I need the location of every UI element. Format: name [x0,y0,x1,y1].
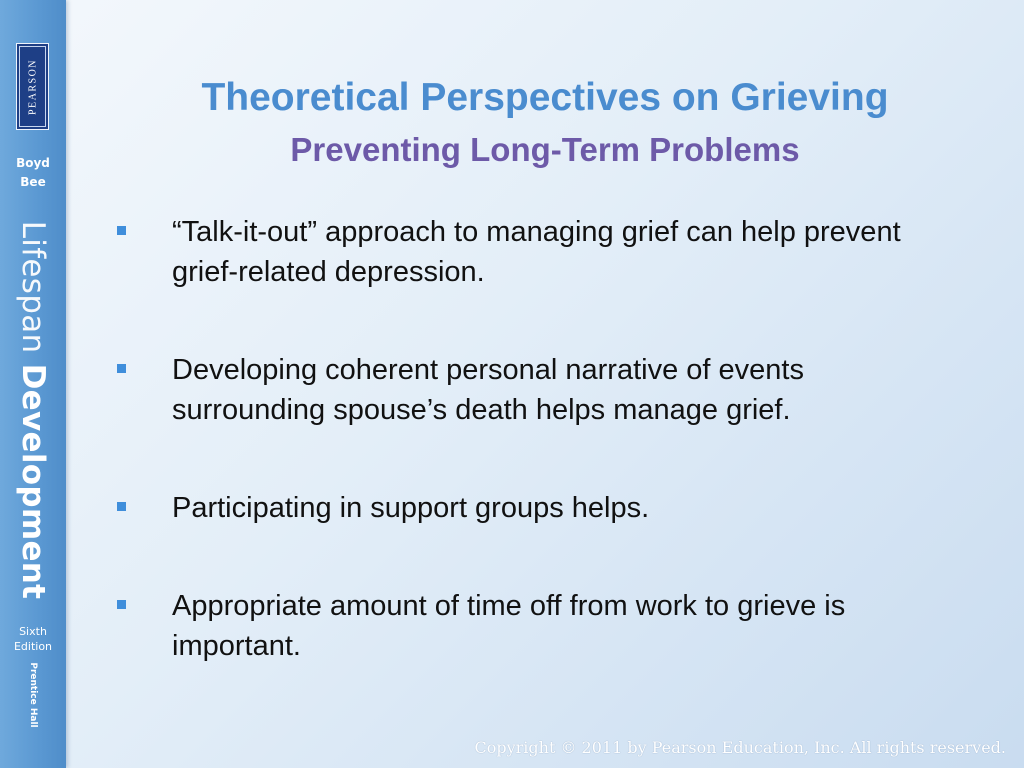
square-bullet-icon [117,226,126,235]
bullet-text: “Talk-it-out” approach to managing grief can help prevent grief-related depression. [172,216,901,288]
publisher: Prentice Hall [28,662,38,728]
square-bullet-icon [117,600,126,609]
bullet-list [110,212,940,666]
edition-line-2: Edition [13,640,53,653]
book-title [15,221,51,600]
copyright-notice: Copyright © 2011 by Pearson Education, Inc. All rights reserved. [474,738,1006,757]
pearson-logo [16,43,49,130]
author-boyd: Boyd [16,156,50,170]
bullet-text: Participating in support groups helps. [172,492,650,524]
book-title-light: Lifespan [15,220,51,354]
bullet-text: Developing coherent personal narrative of events surrounding spouse’s death helps manage grief. [172,354,804,426]
book-sidebar [0,0,66,768]
slide-title: Theoretical Perspectives on Grieving [201,76,889,119]
square-bullet-icon [117,502,126,511]
bullet-item [110,350,940,430]
edition [0,624,66,654]
bullet-text: Appropriate amount of time off from work to grieve is important. [172,590,846,662]
author-bee: Bee [20,175,46,189]
bullet-item [110,586,940,666]
book-title-bold: Development [15,363,51,600]
logo-text: PEARSON [27,58,38,115]
edition-line-1: Sixth [19,625,47,638]
slide-subtitle: Preventing Long-Term Problems [290,131,800,168]
bullet-item [110,488,940,528]
square-bullet-icon [117,364,126,373]
bullet-item [110,212,940,292]
